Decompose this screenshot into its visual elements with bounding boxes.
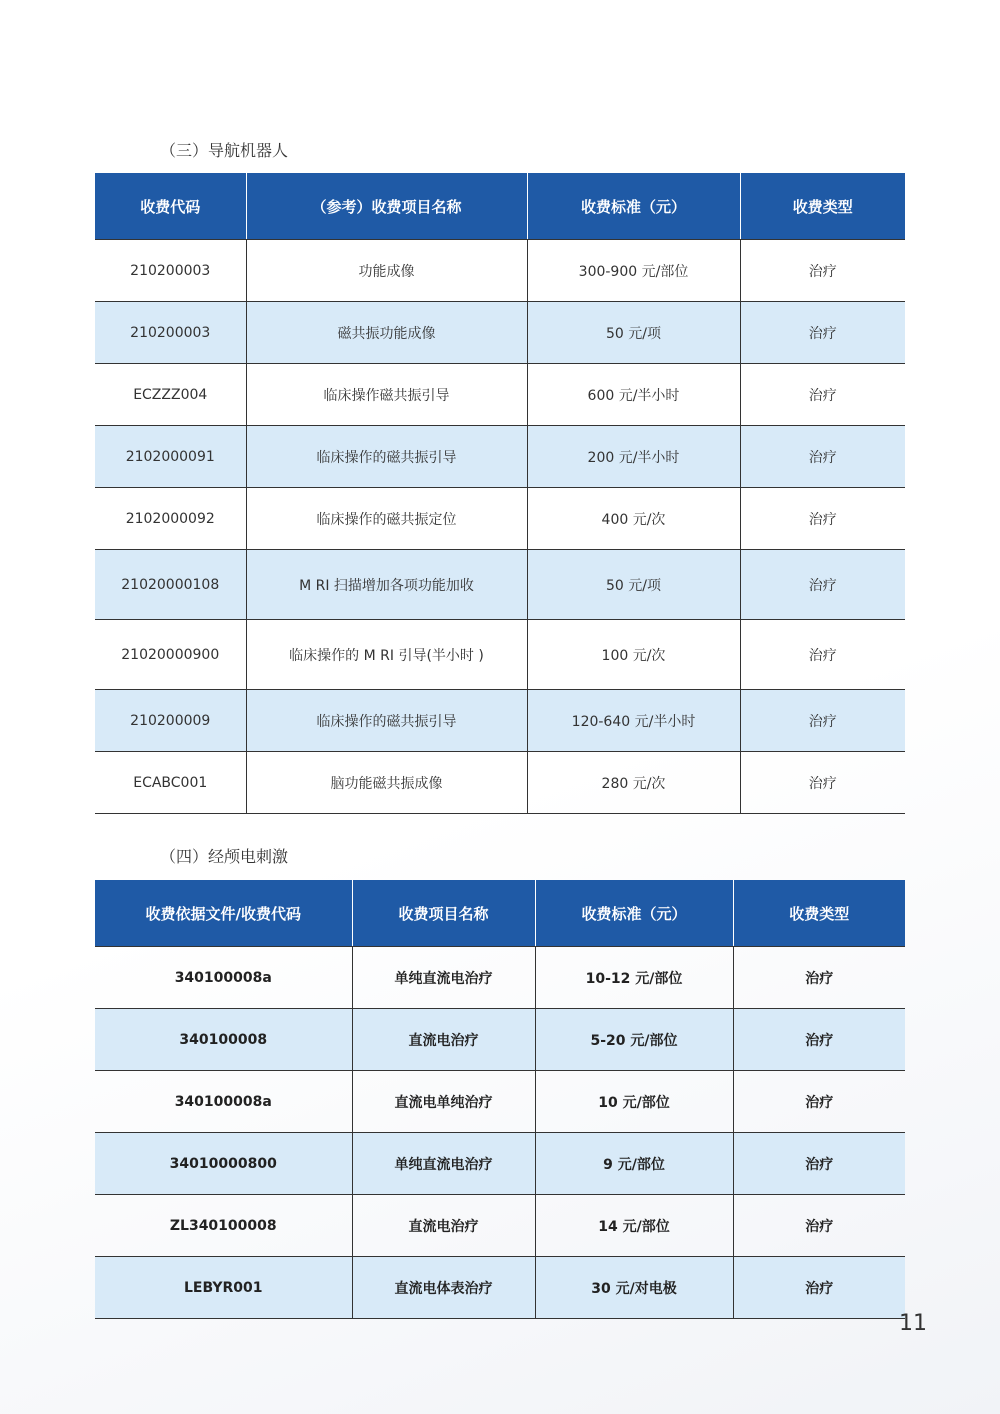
cell-name: 临床操作的 M RI 引导(半小时 )	[246, 620, 527, 690]
cell-price: 50 元/项	[527, 550, 740, 620]
header-fee-type: 收费类型	[740, 173, 905, 240]
cell-type: 治疗	[733, 1009, 905, 1071]
cell-name: 直流电单纯治疗	[352, 1071, 535, 1133]
cell-code: 2102000091	[95, 426, 246, 488]
cell-name: 功能成像	[246, 240, 527, 302]
cell-code: 210200003	[95, 302, 246, 364]
header-item-name: （参考）收费项目名称	[246, 173, 527, 240]
cell-name: 直流电体表治疗	[352, 1257, 535, 1319]
cell-name: 临床操作磁共振引导	[246, 364, 527, 426]
cell-name: 临床操作的磁共振定位	[246, 488, 527, 550]
table-row	[95, 364, 905, 426]
cell-type: 治疗	[740, 620, 905, 690]
cell-type: 治疗	[740, 550, 905, 620]
cell-code: 340100008a	[95, 947, 352, 1009]
cell-type: 治疗	[740, 302, 905, 364]
header-fee-type: 收费类型	[733, 880, 905, 947]
transcranial-stimulation-fee-table	[95, 880, 905, 1319]
table-row	[95, 752, 905, 814]
cell-type: 治疗	[740, 426, 905, 488]
table-row	[95, 1071, 905, 1133]
cell-type: 治疗	[733, 1195, 905, 1257]
cell-code: LEBYR001	[95, 1257, 352, 1319]
cell-name: M RI 扫描增加各项功能加收	[246, 550, 527, 620]
cell-price: 14 元/部位	[535, 1195, 733, 1257]
section-title-navigation-robot: （三）导航机器人	[160, 141, 289, 160]
cell-type: 治疗	[733, 1257, 905, 1319]
section-title-transcranial-stimulation: （四）经颅电刺激	[160, 847, 289, 866]
cell-code: ZL340100008	[95, 1195, 352, 1257]
table-row	[95, 1133, 905, 1195]
header-fee-code: 收费代码	[95, 173, 246, 240]
table-row	[95, 690, 905, 752]
cell-type: 治疗	[740, 364, 905, 426]
cell-name: 直流电治疗	[352, 1009, 535, 1071]
cell-price: 100 元/次	[527, 620, 740, 690]
cell-price: 5-20 元/部位	[535, 1009, 733, 1071]
cell-code: 21020000108	[95, 550, 246, 620]
cell-type: 治疗	[740, 690, 905, 752]
header-basis-code: 收费依据文件/收费代码	[95, 880, 352, 947]
cell-code: 210200003	[95, 240, 246, 302]
cell-price: 400 元/次	[527, 488, 740, 550]
cell-name: 磁共振功能成像	[246, 302, 527, 364]
cell-code: 340100008a	[95, 1071, 352, 1133]
cell-name: 单纯直流电治疗	[352, 1133, 535, 1195]
cell-name: 临床操作的磁共振引导	[246, 690, 527, 752]
table-header-row	[95, 880, 905, 947]
table-row	[95, 488, 905, 550]
page-number: 11	[899, 1311, 927, 1336]
header-fee-standard: 收费标准（元）	[527, 173, 740, 240]
cell-code: 210200009	[95, 690, 246, 752]
cell-code: 340100008	[95, 1009, 352, 1071]
cell-type: 治疗	[740, 752, 905, 814]
cell-name: 临床操作的磁共振引导	[246, 426, 527, 488]
cell-code: ECZZZ004	[95, 364, 246, 426]
table-row	[95, 302, 905, 364]
header-item-name: 收费项目名称	[352, 880, 535, 947]
cell-code: 21020000900	[95, 620, 246, 690]
table-row	[95, 426, 905, 488]
cell-price: 280 元/次	[527, 752, 740, 814]
header-fee-standard: 收费标准（元）	[535, 880, 733, 947]
cell-type: 治疗	[733, 1071, 905, 1133]
navigation-robot-fee-table	[95, 173, 905, 814]
table-row	[95, 1257, 905, 1319]
cell-code: 2102000092	[95, 488, 246, 550]
cell-name: 直流电治疗	[352, 1195, 535, 1257]
table-header-row	[95, 173, 905, 240]
cell-type: 治疗	[733, 1133, 905, 1195]
cell-price: 120-640 元/半小时	[527, 690, 740, 752]
table-row	[95, 947, 905, 1009]
cell-name: 单纯直流电治疗	[352, 947, 535, 1009]
table-row	[95, 1009, 905, 1071]
cell-type: 治疗	[740, 488, 905, 550]
cell-price: 30 元/对电极	[535, 1257, 733, 1319]
cell-code: ECABC001	[95, 752, 246, 814]
cell-price: 10 元/部位	[535, 1071, 733, 1133]
cell-price: 50 元/项	[527, 302, 740, 364]
cell-type: 治疗	[733, 947, 905, 1009]
cell-type: 治疗	[740, 240, 905, 302]
table-row	[95, 240, 905, 302]
cell-price: 200 元/半小时	[527, 426, 740, 488]
table-row	[95, 620, 905, 690]
cell-name: 脑功能磁共振成像	[246, 752, 527, 814]
table-row	[95, 550, 905, 620]
cell-code: 34010000800	[95, 1133, 352, 1195]
cell-price: 10-12 元/部位	[535, 947, 733, 1009]
cell-price: 600 元/半小时	[527, 364, 740, 426]
table-row	[95, 1195, 905, 1257]
cell-price: 300-900 元/部位	[527, 240, 740, 302]
cell-price: 9 元/部位	[535, 1133, 733, 1195]
